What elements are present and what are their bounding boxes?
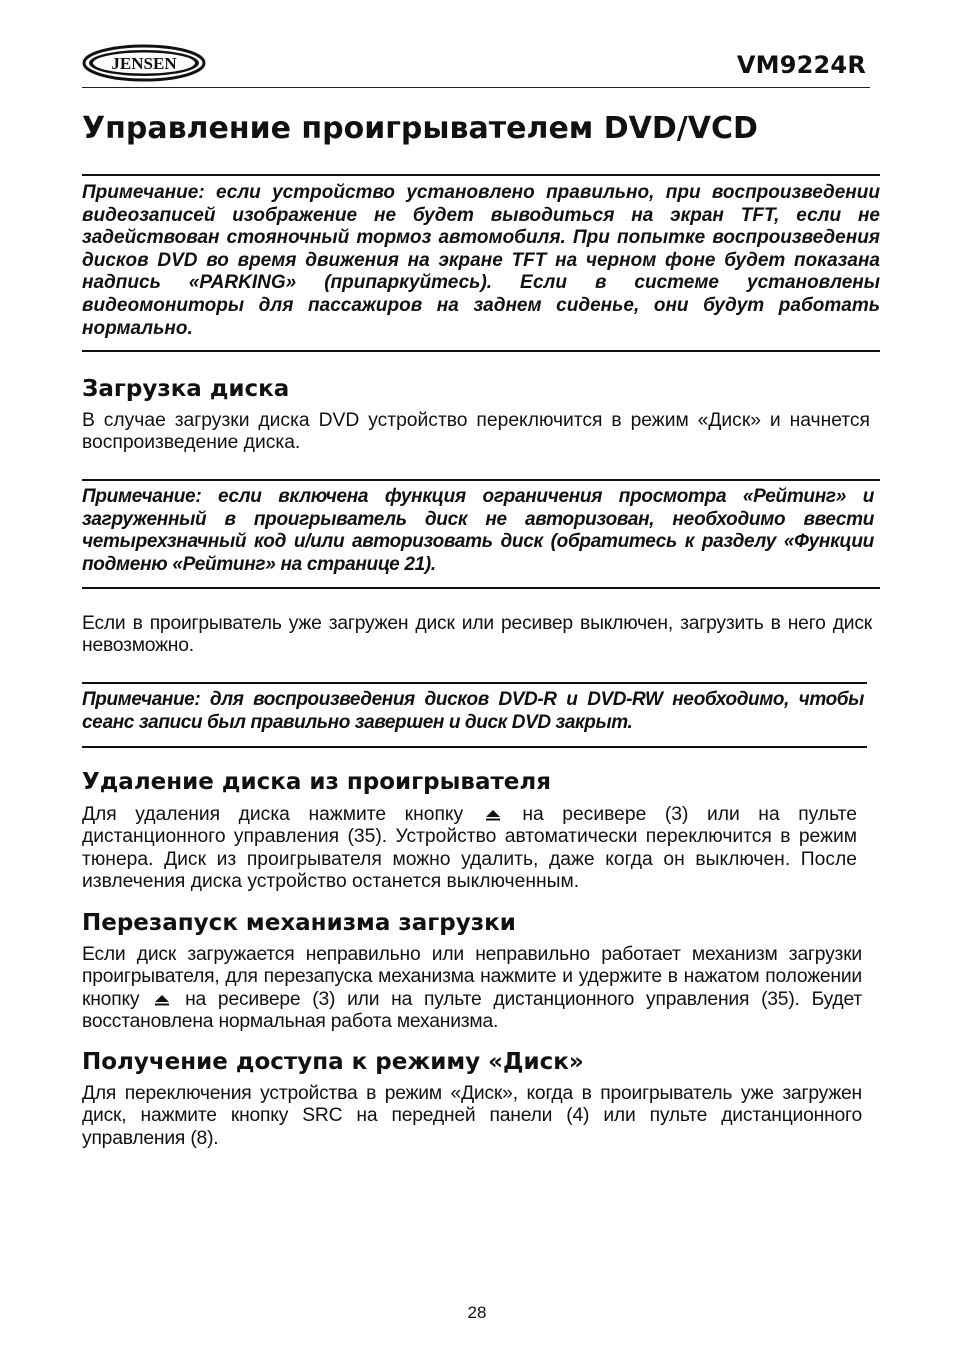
- jensen-logo: [82, 44, 206, 82]
- logo-text: JENSEN: [111, 54, 177, 73]
- heading-reset-mechanism: Перезапуск механизма загрузки: [82, 910, 516, 936]
- eject-icon: [154, 994, 170, 1006]
- reset-mechanism-text: [82, 944, 862, 1033]
- note-parking: Примечание: если устройство установлено правильно, при воспроизведении видеозаписей изображение не будет выводиться на экран TFT, если не задействован стояночный тормоз автомобиля. При попытке воспроизведения дисков DVD во время движения на экране TFT на черном фоне будет показана надпись «PARKING» (припаркуйтесь). Если в системе установлены видеомониторы для пассажиров на заднем сиденье, они будут работать нормально.: [82, 182, 880, 339]
- heading-eject-disc: Удаление диска из проигрывателя: [82, 769, 552, 795]
- note-dvdr: Примечание: для воспроизведения дисков DVD-R и DVD-RW необходимо, чтобы сеанс записи был правильно завершен и диск DVD закрыт.: [82, 689, 864, 733]
- already-loaded-text: Если в проигрыватель уже загружен диск или ресивер выключен, загрузить в него диск невозможно.: [82, 613, 872, 657]
- eject-disc-text: [82, 804, 857, 893]
- eject-icon: [485, 809, 501, 821]
- header-divider: [82, 87, 870, 88]
- page-title: Управление проигрывателем DVD/VCD: [82, 111, 758, 146]
- note-rating: Примечание: если включена функция ограничения просмотра «Рейтинг» и загруженный в проигрыватель диск не авторизован, необходимо ввести четырехзначный код и/или авторизовать диск (обратитесь к разделу «Функции подменю «Рейтинг» на странице 21).: [82, 486, 874, 575]
- reset-text-after: на ресивере (3) или на пульте дистанционного управления (35). Будет восстановлена нормальная работа механизма.: [82, 988, 862, 1032]
- load-disc-text: В случае загрузки диска DVD устройство переключится в режим «Диск» и начнется воспроизведение диска.: [82, 410, 870, 454]
- reset-text-before: Если диск загружается неправильно или неправильно работает механизм загрузки проигрывателя, для перезапуска механизма нажмите и удержите в нажатом положении кнопку: [82, 944, 862, 1010]
- heading-disc-mode: Получение доступа к режиму «Диск»: [82, 1049, 584, 1075]
- heading-load-disc: Загрузка диска: [82, 376, 290, 402]
- eject-text-before: Для удаления диска нажмите кнопку: [82, 804, 464, 825]
- eject-text-after: на ресивере (3) или на пульте дистанционного управления (35). Устройство автоматически переключится в режим тюнера. Диск из проигрывателя можно удалить, даже когда он выключен. После извлечения диска устройство останется выключенным.: [82, 804, 858, 892]
- model-name: VM9224R: [736, 51, 866, 79]
- disc-mode-text: Для переключения устройства в режим «Диск», когда в проигрыватель уже загружен диск, нажмите кнопку SRC на передней панели (4) или пульте дистанционного управления (8).: [82, 1083, 862, 1149]
- page-number: 28: [467, 1303, 487, 1322]
